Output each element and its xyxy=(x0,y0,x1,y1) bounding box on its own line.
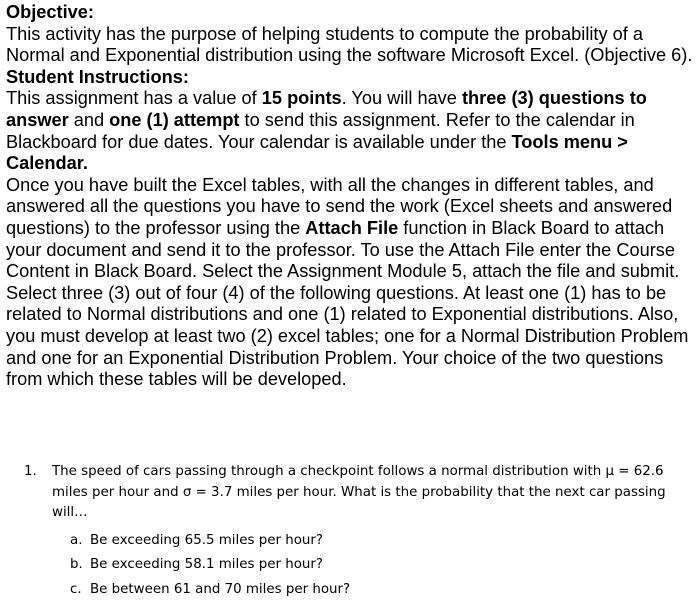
instructions-heading: Student Instructions: xyxy=(6,66,189,87)
question-part xyxy=(70,580,694,601)
instructions-paragraph-selection: Select three (3) out of four (4) of the following questions. At least one (1) has to be related to Normal distributions and one (1) related to Exponential distributions. Also, you must develop at least two (2) excel tables; one for a Normal Distribution Problem and one for an Exponential Distribution Problem. Your choice of the two questions from which these tables will be developed. xyxy=(6,282,689,390)
attach-file-label: Attach File xyxy=(305,217,399,238)
part-text: Be exceeding 65.5 miles per hour? xyxy=(90,532,323,548)
objective-heading: Objective: xyxy=(6,2,94,22)
part-letter: a. xyxy=(70,532,83,548)
question-part xyxy=(70,531,694,552)
questions-count: three (3) questions to answer xyxy=(6,88,647,130)
question-item xyxy=(24,462,694,600)
question-parts xyxy=(52,531,694,601)
question-number: 1. xyxy=(24,464,37,479)
points-value: 15 points xyxy=(261,88,342,109)
attempt-count: one (1) attempt xyxy=(109,109,240,130)
objective-text: This activity has the purpose of helping students to compute the probability of a Normal and Exponential distribution using the software Microsoft Excel. (Objective 6). xyxy=(6,23,693,66)
instructions-paragraph-submission: Once you have built the Excel tables, with all the changes in different tables, and answered all the questions you have to send the work (Excel sheets and answered questions) to the professor using the Attach File function in Black Board to attach your document and send it to the professor. To use the Attach File enter the Course Content in Black Board. Select the Assignment Module 5, attach the file and submit. xyxy=(6,174,680,282)
part-letter: b. xyxy=(70,557,83,572)
question-text: The speed of cars passing through a checkpoint follows a normal distribution with μ = 62.6 miles per hour and σ = 3.7 miles per hour. What is the probability that the next car passing will… xyxy=(52,464,666,520)
part-text: Be exceeding 58.1 miles per hour? xyxy=(90,557,323,572)
part-letter: c. xyxy=(70,581,82,597)
question-list xyxy=(24,462,694,604)
part-text: Be between 61 and 70 miles per hour? xyxy=(90,581,351,597)
assignment-document xyxy=(6,2,696,391)
question-part xyxy=(70,555,694,576)
calendar-location: Tools menu > Calendar. xyxy=(6,131,628,174)
instructions-paragraph-points: This assignment has a value of 15 points. You will have three (3) questions to answer and one (1) attempt to send this assignment. Refer to the calendar in Blackboard for due dates. Your calendar is available under the Tools menu > Calendar. xyxy=(6,88,647,174)
